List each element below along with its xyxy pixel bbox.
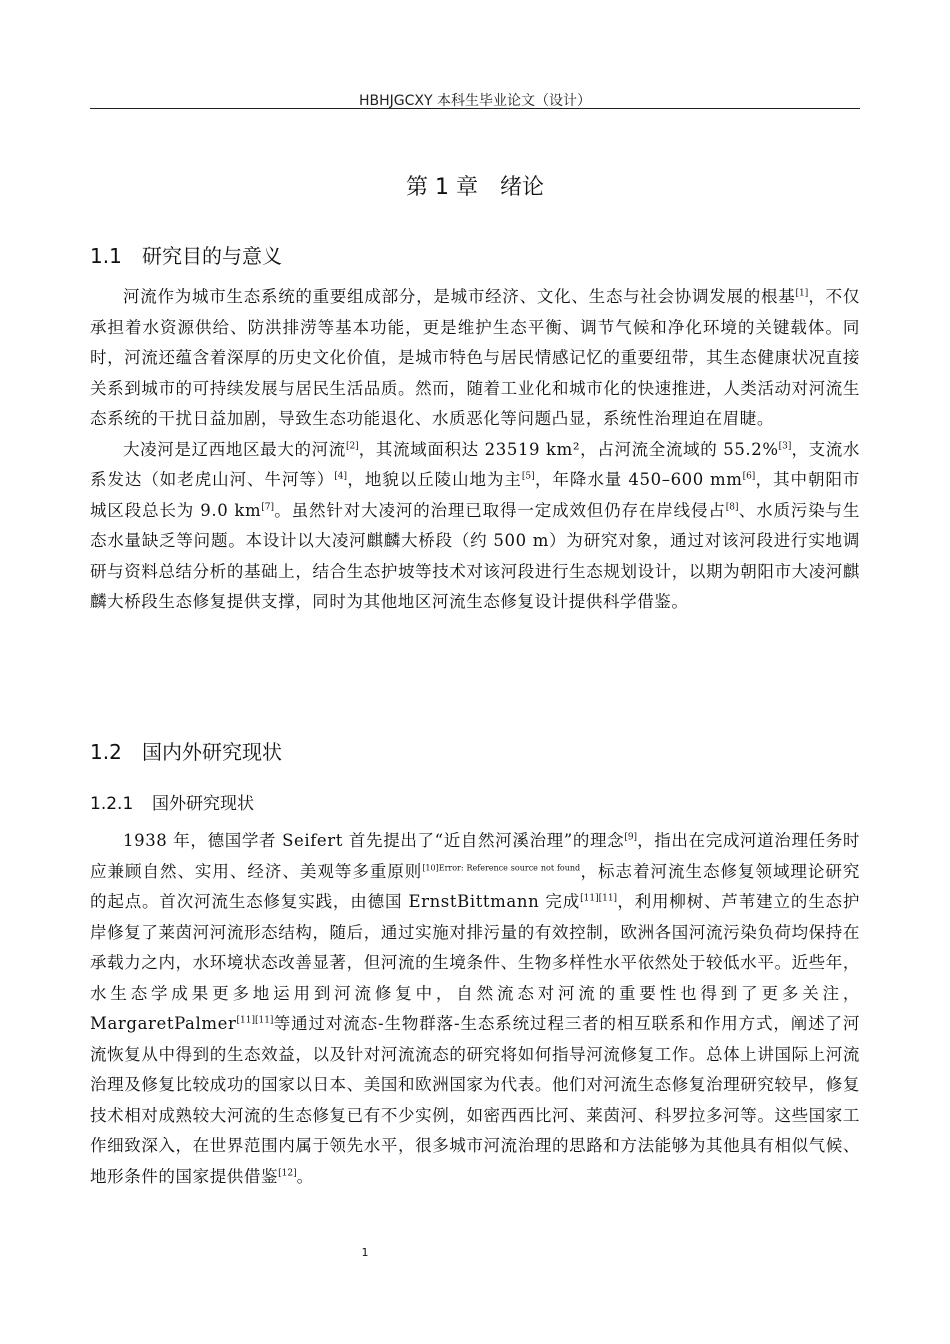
- paragraph-text: ，年降水量 450–600 mm: [534, 470, 743, 489]
- page-number: 1: [361, 1246, 369, 1259]
- paragraph-text: ，其流域面积达 23519 km²，占河流全流域的 55.2%: [358, 439, 779, 459]
- paragraph-text: ，利用柳树、芦苇建立的生态护岸修复了莱茵河河流形态结构，随后，通过实施对排污量的有效控制，欧洲各国河流污染负荷均保持在承载力之内，水环境状态改善显著，但河流的生境条件、生物多样性水平依然处于较低水平。近些年，水生态学成果更多地运用到河流修复中，自然流态对河流的重要性也得到了更多关注，MargaretPalmer: [90, 892, 860, 1033]
- citation: [12]: [278, 1168, 297, 1178]
- paragraph-text: 。: [296, 1166, 314, 1186]
- paragraph-text: ，地貌以丘陵山地为主: [347, 470, 522, 489]
- paragraph-text: ，标志着河流生态修复领域理论研究的起点。首次河流生态修复实践，由德国 ErnstBittmann 完成: [90, 861, 861, 911]
- citation: [7]: [261, 502, 275, 512]
- body-block-2: [90, 826, 860, 1192]
- section-heading-1-1: [90, 240, 282, 269]
- paragraph-text: 等通过对流态-生物群落-生态系统过程三者的相互联系和作用方式，阐述了河流恢复从中得到的生态效益，以及针对河流流态的研究将如何指导河流修复工作。总体上讲国际上河流治理及修复比较成功的国家以日本、美国和欧洲国家为代表。他们对河流生态修复治理研究较早，修复技术相对成熟较大河流的生态修复已有不少实例，如密西西比河、莱茵河、科罗拉多河等。这些国家工作细致深入，在世界范围内属于领先水平，很多城市河流治理的思路和方法能够为其他具有相似气候、地形条件的国家提供借鉴: [90, 1014, 860, 1186]
- paragraph-text: 、水质污染与生态水量缺乏等问题。本设计以大凌河麒麟大桥段（约 500 m）为研究对象，通过对该河段进行实地调研与资料总结分析的基础上，结合生态护坡等技术对该河段进行生态规划设计，以期为朝阳市大凌河麒麟大桥段生态修复提供支撑，同时为其他地区河流生态修复设计提供科学借鉴。: [90, 500, 860, 611]
- paragraph-text: 1938 年，德国学者 Seifert 首先提出了“近自然河溪治理”的理念: [123, 831, 625, 850]
- paragraph-3: [90, 826, 860, 1192]
- paragraph-text: ，不仅承担着水资源供给、防洪排涝等基本功能，更是维护生态平衡、调节气候和净化环境的关键载体。同时，河流还蕴含着深厚的历史文化价值，是城市特色与居民情感记忆的重要纽带，其生态健康状况直接关系到城市的可持续发展与居民生活品质。然而，随着工业化和城市化的快速推进，人类活动对河流生态系统的干扰日益加剧，导致生态功能退化、水质恶化等问题凸显，系统性治理迫在眉睫。: [90, 287, 860, 428]
- paragraph-text: 大凌河是辽西地区最大的河流: [123, 439, 346, 459]
- paragraph-text: 河流作为城市生态系统的重要组成部分，是城市经济、文化、生态与社会协调发展的根基: [123, 287, 796, 306]
- citation: [9]: [624, 832, 638, 843]
- citation: [2]: [345, 441, 359, 451]
- chapter-title: 第 1 章 绪论: [406, 175, 544, 200]
- paragraph-text: ，指出在完成河道治理任务时应兼顾自然、实用、经济、美观等多重原则: [90, 831, 860, 881]
- subsection-title: 国外研究现状: [152, 794, 254, 814]
- running-header: HBHJGCXY 本科生毕业论文（设计）: [358, 93, 591, 109]
- section-title: 研究目的与意义: [142, 244, 282, 268]
- header-rule: [90, 108, 860, 109]
- citation-error: [10]Error: Reference source not found: [422, 863, 581, 872]
- paragraph-text: ，支流水系发达（如老虎山河、牛河等）: [90, 439, 860, 489]
- section-title: 国内外研究现状: [142, 740, 282, 764]
- citation: [8]: [725, 502, 739, 512]
- citation: [6]: [742, 471, 756, 482]
- paragraph-1: [90, 282, 860, 435]
- paragraph-text: ，其中朝阳市城区段总长为 9.0 km: [90, 470, 861, 520]
- citation: [11][11]: [236, 1015, 274, 1026]
- citation: [1]: [795, 288, 809, 299]
- paragraph-text: 。虽然针对大凌河的治理已取得一定成效但仍存在岸线侵占: [274, 500, 726, 520]
- citation: [5]: [521, 471, 535, 482]
- citation: [11][11]: [580, 893, 618, 904]
- subsection-number: 1.2.1: [90, 794, 134, 814]
- body-block-1: [90, 282, 860, 618]
- section-number: 1.1: [90, 244, 122, 268]
- subsection-heading-1-2-1: [90, 789, 254, 814]
- section-number: 1.2: [90, 740, 122, 764]
- citation: [4]: [334, 471, 348, 482]
- section-heading-1-2: [90, 736, 282, 765]
- citation: [3]: [778, 441, 792, 451]
- paragraph-2: [90, 435, 860, 618]
